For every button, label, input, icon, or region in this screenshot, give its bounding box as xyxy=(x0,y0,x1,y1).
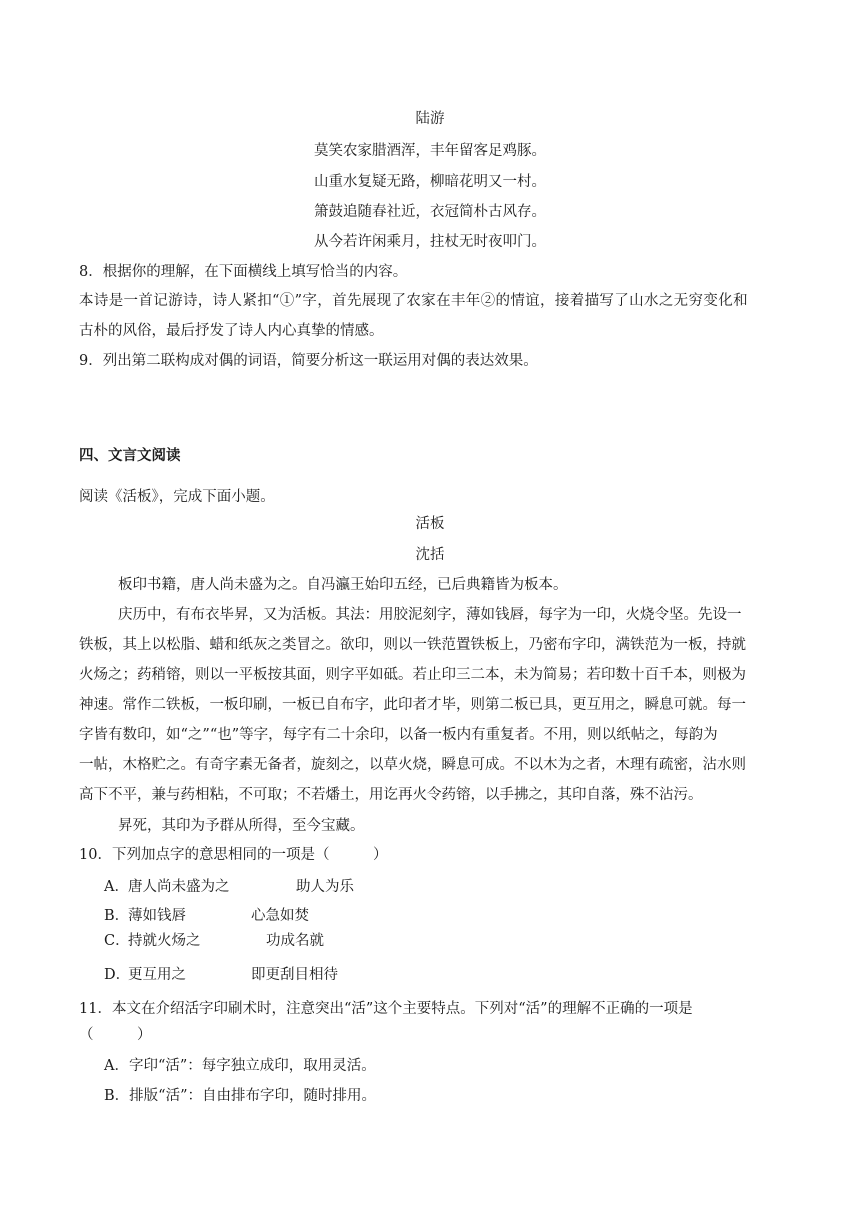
option-c-left: 持就火炀之 xyxy=(128,933,201,949)
option-b-right: 心急如焚 xyxy=(251,908,309,924)
option-d-letter: D． xyxy=(104,967,131,983)
poem-line-1: 莫笑农家腊酒浑，丰年留客足鸡豚。 xyxy=(314,143,546,159)
section-heading: 四、文言文阅读 xyxy=(79,447,181,464)
option-a-line: A．字印“活”：每字独立成印，取用灵活。 xyxy=(104,1058,376,1074)
reading-intro: 阅读《活板》，完成下面小题。 xyxy=(79,489,275,505)
question-9-prompt: 9．列出第二联构成对偶的词语，简要分析这一联运用对偶的表达效果。 xyxy=(79,353,538,369)
paragraph-2-line-2: 铁板，其上以松脂、蜡和纸灰之类冒之。欲印，则以一铁范置铁板上，乃密布字印，满铁范为一板，持就 xyxy=(79,637,746,653)
option-c-right: 功成名就 xyxy=(266,933,324,949)
paragraph-2-line-5: 字皆有数印，如“之”“也”等字，每字有二十余印，以备一板内有重复者。不用，则以纸帖之，每韵为 xyxy=(79,727,718,743)
paragraph-2-line-1: 庆历中，有布衣毕昇，又为活板。其法：用胶泥刻字，薄如钱唇，每字为一印，火烧令坚。先设一 xyxy=(118,607,742,623)
question-11-answer-paren: （ ） xyxy=(79,1027,152,1043)
question-8-body-cont: 古朴的风俗，最后抒发了诗人内心真挚的情感。 xyxy=(79,323,384,339)
option-b-letter: B． xyxy=(104,908,130,924)
option-d-right: 即更刮目相待 xyxy=(251,967,338,983)
option-d-left: 更互用之 xyxy=(128,967,186,983)
question-8-prompt: 8．根据你的理解，在下面横线上填写恰当的内容。 xyxy=(79,264,408,280)
option-b-left: 薄如钱唇 xyxy=(128,908,186,924)
paragraph-2-line-6: 一帖，木格贮之。有奇字素无备者，旋刻之，以草火烧，瞬息可成。不以木为之者，木理有疏密，沾水则 xyxy=(79,757,746,773)
poem-line-3: 箫鼓追随春社近，衣冠简朴古风存。 xyxy=(314,204,546,220)
poem-line-2: 山重水复疑无路，柳暗花明又一村。 xyxy=(314,174,546,190)
question-11-prompt: 11．本文在介绍活字印刷术时，注意突出“活”这个主要特点。下列对“活”的理解不正确的一项是 xyxy=(79,1001,693,1017)
option-a-right: 助人为乐 xyxy=(296,879,354,895)
option-a-left: 唐人尚未盛为之 xyxy=(128,879,230,895)
paragraph-1: 板印书籍，唐人尚未盛为之。自冯瀛王始印五经，已后典籍皆为板本。 xyxy=(118,577,568,593)
paragraph-2-line-3: 火炀之；药稍镕，则以一平板按其面，则字平如砥。若止印三二本，未为简易；若印数十百千本，则极为 xyxy=(79,667,746,683)
option-a-letter: A． xyxy=(104,879,129,895)
paragraph-2-line-7: 高下不平，兼与药相粘，不可取；不若燔土，用讫再火令药镕，以手拂之，其印自落，殊不沾污。 xyxy=(79,787,703,803)
paragraph-2-line-4: 神速。常作二铁板，一板印刷，一板已自布字，此印者才毕，则第二板已具，更互用之，瞬息可就。每一 xyxy=(79,697,746,713)
paragraph-3: 昇死，其印为予群从所得，至今宝藏。 xyxy=(118,818,365,834)
poem-line-4: 从今若许闲乘月，拄杖无时夜叩门。 xyxy=(314,234,546,250)
question-8-body: 本诗是一首记游诗，诗人紧扣“①”字，首先展现了农家在丰年②的情谊，接着描写了山水之无穷变化和 xyxy=(79,293,748,309)
text-author: 沈括 xyxy=(415,547,445,563)
text-title: 活板 xyxy=(415,516,445,532)
poem-author: 陆游 xyxy=(415,111,445,127)
option-c-letter: C． xyxy=(104,933,130,949)
question-10-prompt: 10．下列加点字的意思相同的一项是（ ） xyxy=(79,847,388,863)
option-b-line: B．排版“活”：自由排布字印，随时排用。 xyxy=(104,1088,376,1104)
